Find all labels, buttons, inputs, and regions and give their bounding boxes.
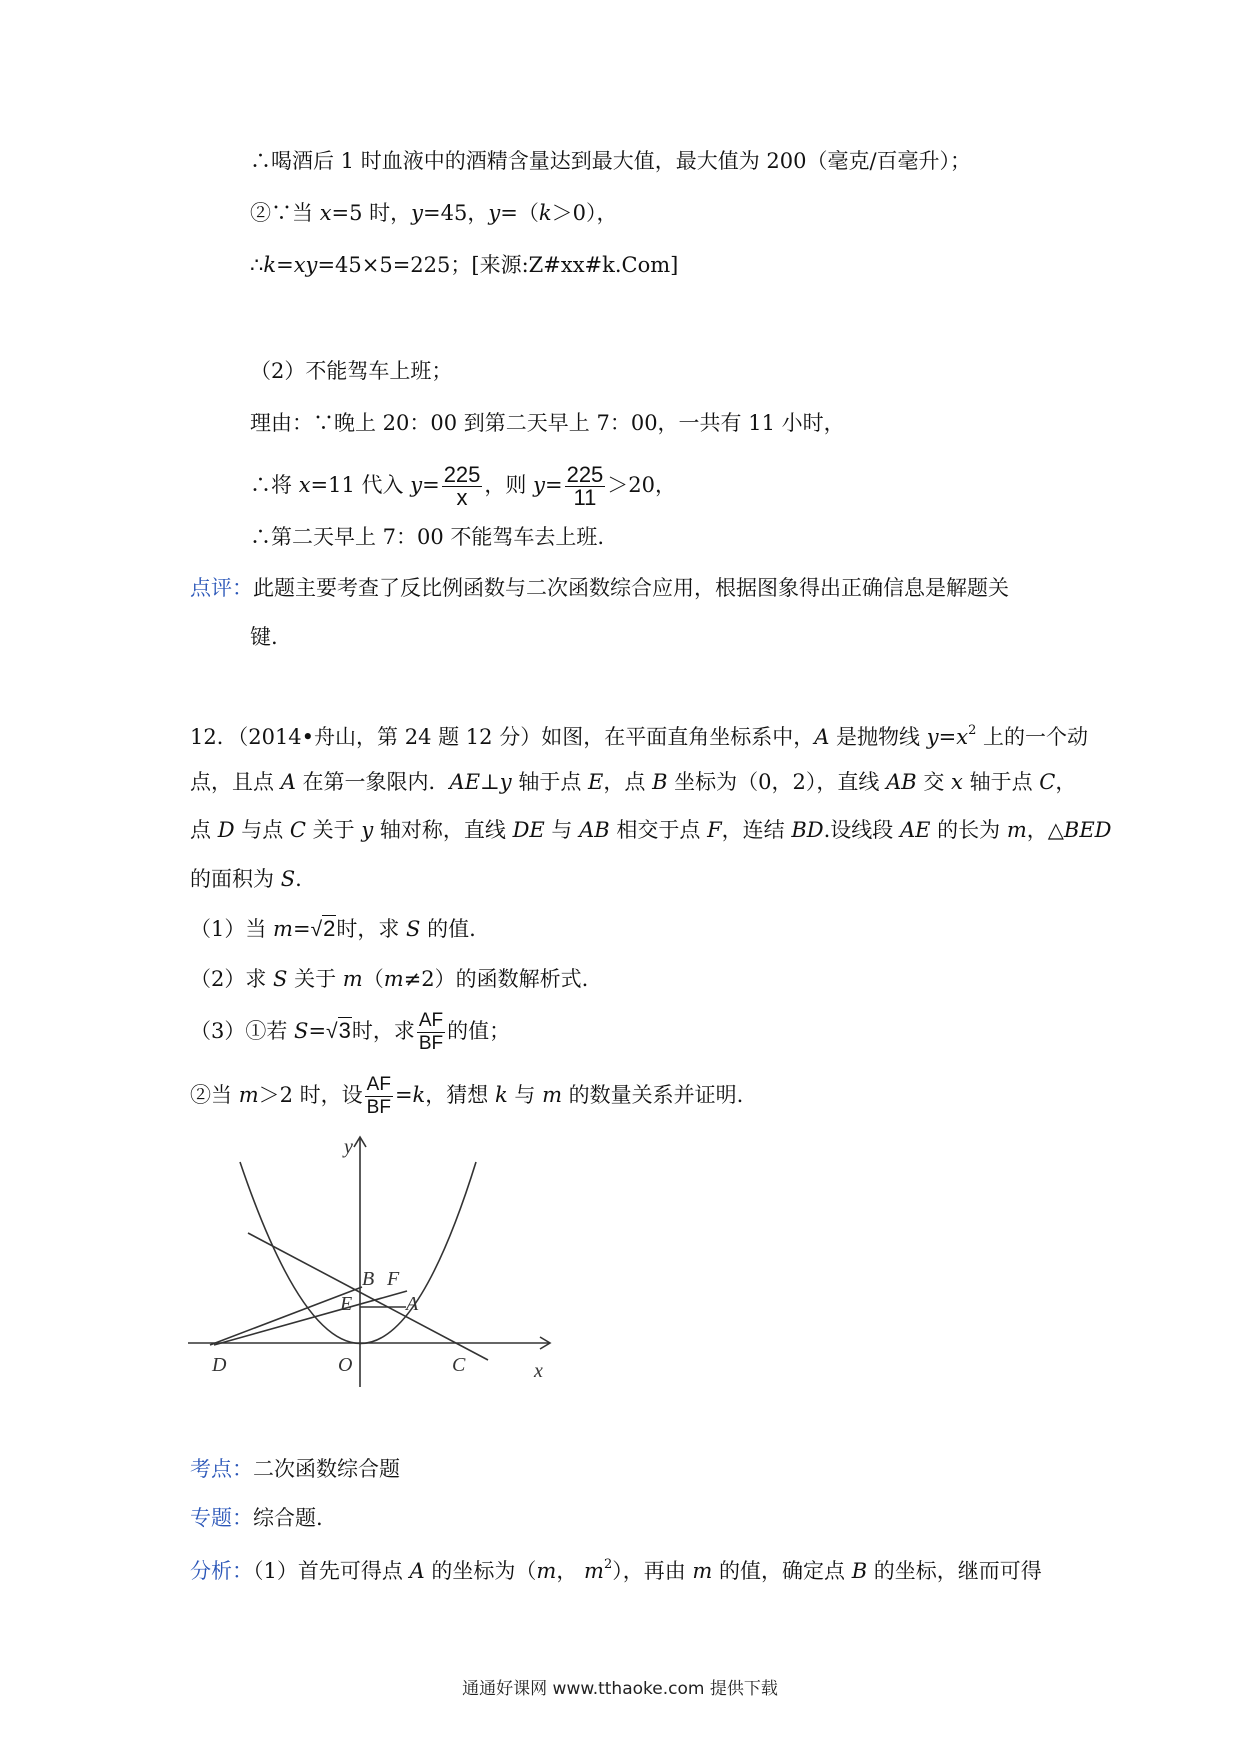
label-y: y [344, 1136, 353, 1158]
fraction: $\frac{225}{x}$ [443, 462, 481, 510]
zhuanti-label: 专题： [190, 1506, 253, 1530]
sqrt: √2 [310, 916, 336, 941]
text-line: ∴将 x=11 代入 y= $\frac{225}{x}$ ，则 y= $\frac{225}{11}$ ＞20， [250, 462, 677, 510]
label-F: F [387, 1268, 400, 1290]
comment-line: 键. [250, 625, 278, 649]
problem-line: 点 D 与点 C 关于 y 轴对称，直线 DE 与 AB 相交于点 F，连结 BD.设线段 AE 的长为 m，△BED [190, 818, 1112, 842]
problem-line: 点，且点 A 在第一象限内．AE⊥y 轴于点 E，点 B 坐标为（0，2），直线 AB 交 x 轴于点 C， [190, 770, 1077, 794]
line-ab [248, 1233, 488, 1360]
kaodian-line: 考点：二次函数综合题 [190, 1457, 400, 1481]
question-4: ②当 m＞2 时，设 $\frac{AF}{BF}$ =k，猜想 k 与 m 的数量关系并证明. [190, 1074, 744, 1118]
line-de [214, 1291, 407, 1345]
comment-line: 点评：此题主要考查了反比例函数与二次函数综合应用，根据图象得出正确信息是解题关 [190, 576, 1009, 600]
text-line: 理由：∵晚上 20：00 到第二天早上 7：00，一共有 11 小时， [250, 411, 845, 435]
parabola-figure [180, 1125, 560, 1395]
kaodian-label: 考点： [190, 1457, 253, 1481]
question-1: （1）当 m=√2时，求 S 的值. [190, 914, 476, 945]
zhuanti-line: 专题：综合题. [190, 1506, 323, 1530]
text-line: ∴第二天早上 7：00 不能驾车去上班. [250, 525, 605, 549]
label-D: D [212, 1354, 227, 1376]
text-line: ∴喝酒后 1 时血液中的酒精含量达到最大值，最大值为 200（毫克/百毫升）； [250, 149, 972, 173]
question-2: （2）求 S 关于 m（m≠2）的函数解析式. [190, 967, 589, 991]
parabola-curve [240, 1162, 476, 1344]
text-line: （2）不能驾车上班； [250, 359, 453, 383]
label-E: E [340, 1293, 353, 1315]
fenxi-line: 分析：（1）首先可得点 A 的坐标为（m， $m^2$），再由 m 的值，确定点 B 的坐标，继而可得 [190, 1557, 1042, 1583]
label-B: B [362, 1268, 375, 1290]
label-O: O [338, 1354, 353, 1376]
fraction: $\frac{AF}{BF}$ [418, 1010, 444, 1054]
label-A: A [406, 1293, 419, 1315]
comment-label: 点评： [190, 576, 253, 600]
fraction: $\frac{AF}{BF}$ [366, 1074, 391, 1118]
sqrt: √3 [326, 1018, 351, 1043]
page-footer: 通通好课网 www.tthaoke.com 提供下载 [462, 1679, 778, 1699]
text-line: ∴k=xy=45×5=225；[来源:Z#xx#k.Com] [250, 253, 679, 277]
label-x: x [534, 1360, 543, 1382]
question-3: （3）①若 S=√3时，求 $\frac{AF}{BF}$ 的值； [190, 1004, 510, 1059]
problem-line: 的面积为 S. [190, 867, 302, 891]
text-line: ②∵当 x=5 时，y=45，y=（k＞0）， [250, 201, 618, 225]
problem-line: 12．（2014•舟山，第 24 题 12 分）如图，在平面直角坐标系中，A 是抛物线 $y=x^2$ 上的一个动 [190, 723, 1089, 749]
label-C: C [452, 1354, 466, 1376]
fenxi-label: 分析： [190, 1559, 253, 1583]
fraction: $\frac{225}{11}$ [566, 462, 604, 510]
